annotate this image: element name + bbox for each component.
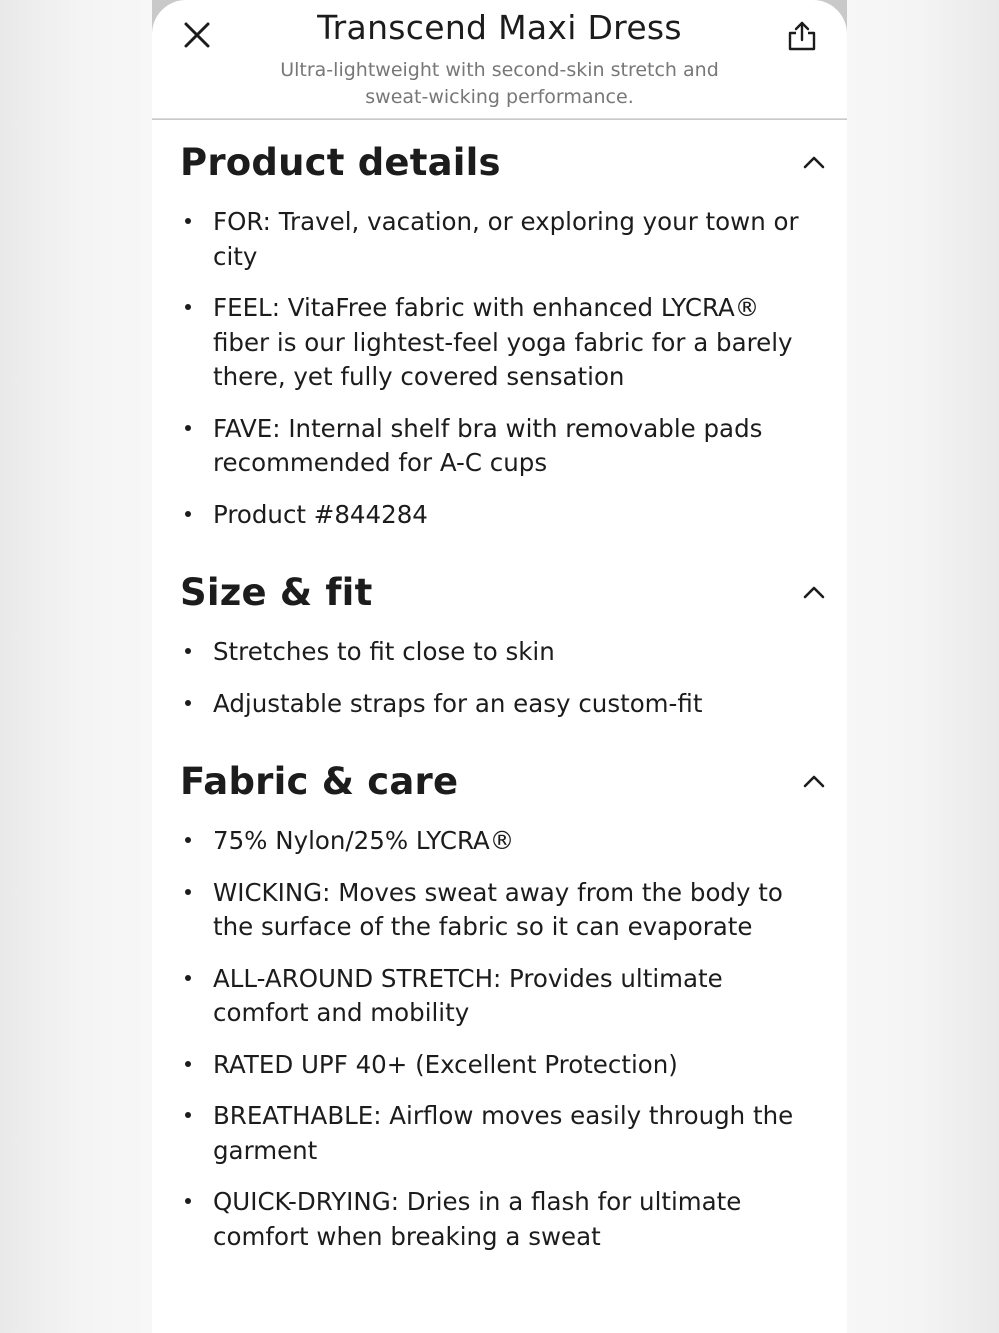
chevron-up-icon[interactable] (799, 577, 829, 607)
list-item: RATED UPF 40+ (Excellent Protection) (181, 1048, 807, 1083)
list-item: FOR: Travel, vacation, or exploring your town or city (181, 205, 807, 274)
list-item: Product #844284 (181, 498, 807, 533)
chevron-up-icon[interactable] (799, 766, 829, 796)
list-item: ALL-AROUND STRETCH: Provides ultimate comfort and mobility (181, 962, 807, 1031)
close-button[interactable] (180, 18, 214, 52)
share-button[interactable] (785, 18, 819, 54)
product-info-content (152, 119, 847, 1271)
list-item: FEEL: VitaFree fabric with enhanced LYCRA® fiber is our lightest-feel yoga fabric for a barely there, yet fully covered sensation (181, 291, 807, 395)
list-item: FAVE: Internal shelf bra with removable pads recommended for A-C cups (181, 412, 807, 481)
chevron-up-icon[interactable] (799, 147, 829, 177)
list-item: WICKING: Moves sweat away from the body to the surface of the fabric so it can evaporate (181, 876, 807, 945)
page-subtitle: Ultra-lightweight with second-skin stretch and sweat-wicking performance. (280, 59, 719, 108)
share-icon (787, 20, 817, 52)
bullet-list (152, 635, 847, 721)
list-item: Stretches to fit close to skin (181, 635, 807, 670)
section-header-fabric-care[interactable] (152, 738, 847, 824)
bullet-list (152, 205, 847, 532)
list-item: Adjustable straps for an easy custom-fit (181, 687, 807, 722)
section-header-size-fit[interactable] (152, 549, 847, 635)
page-title: Transcend Maxi Dress (317, 8, 682, 47)
section-size-fit (152, 549, 847, 721)
section-header-product-details[interactable] (152, 119, 847, 205)
bullet-list (152, 824, 847, 1254)
section-fabric-care (152, 738, 847, 1254)
close-icon (183, 21, 211, 49)
list-item: BREATHABLE: Airflow moves easily through the garment (181, 1099, 807, 1168)
section-title: Size & fit (180, 570, 373, 614)
section-title: Product details (180, 140, 501, 184)
list-item: QUICK-DRYING: Dries in a flash for ultimate comfort when breaking a sweat (181, 1185, 807, 1254)
section-product-details (152, 119, 847, 532)
section-title: Fabric & care (180, 759, 459, 803)
list-item: 75% Nylon/25% LYCRA® (181, 824, 807, 859)
sheet-header (152, 0, 847, 119)
